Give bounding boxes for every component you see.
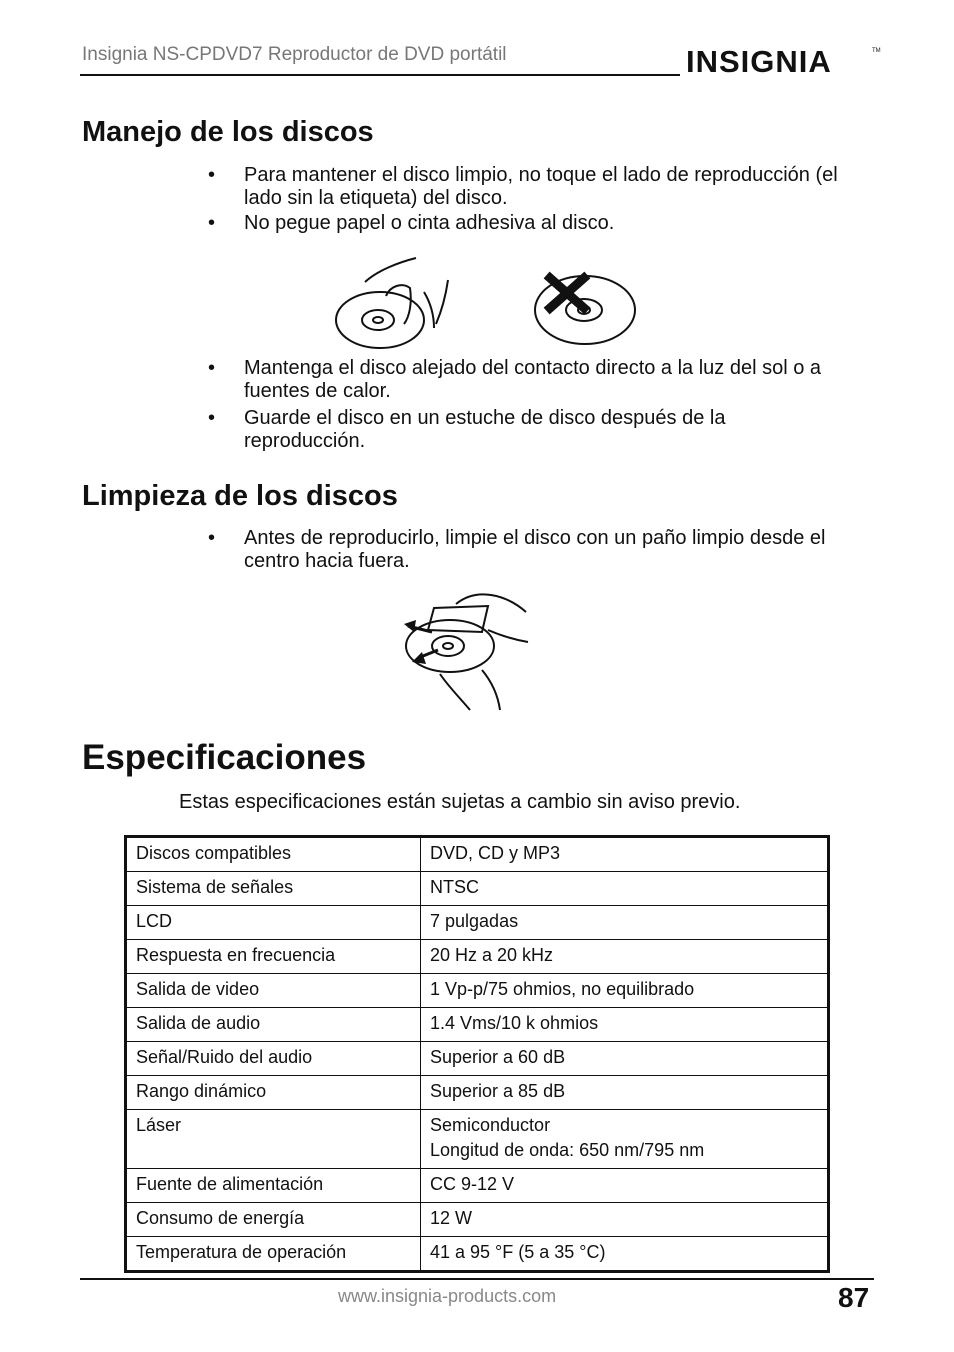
bullet-item	[208, 212, 848, 235]
spec-value-line: 20 Hz a 20 kHz	[430, 945, 554, 965]
header-title: Insignia NS-CPDVD7 Reproductor de DVD portátil	[82, 44, 507, 65]
table-row	[126, 1076, 829, 1110]
specs-table-body	[126, 837, 829, 1272]
spec-label: Señal/Ruido del audio	[126, 1042, 421, 1076]
spec-value-line: 7 pulgadas	[430, 911, 519, 931]
table-row	[126, 1237, 829, 1272]
disc-held-by-edge-illustration	[336, 258, 448, 348]
arrow-head-icon	[404, 620, 416, 632]
table-row	[126, 872, 829, 906]
spec-label: Salida de audio	[126, 1008, 421, 1042]
bullet-dot: •	[208, 212, 216, 234]
bullet-dot: •	[208, 407, 216, 429]
bullet-item	[208, 357, 848, 403]
bullet-dot: •	[208, 527, 216, 549]
bullet-text: Para mantener el disco limpio, no toque el lado de reproducción (el lado sin la etiqueta) del disco.	[244, 164, 838, 209]
bullet-dot: •	[208, 164, 216, 186]
spec-label: Respuesta en frecuencia	[126, 940, 421, 974]
spec-value	[421, 872, 829, 906]
table-row	[126, 1042, 829, 1076]
spec-value	[421, 837, 829, 872]
footer-rule	[80, 1278, 874, 1280]
spec-value-line: 1 Vp-p/75 ohmios, no equilibrado	[430, 979, 695, 999]
spec-value-line: Superior a 85 dB	[430, 1081, 566, 1101]
spec-value	[421, 1237, 829, 1272]
disc-crossed-out-illustration	[535, 276, 635, 344]
table-row	[126, 1203, 829, 1237]
spec-value-line: 41 a 95 °F (5 a 35 °C)	[430, 1242, 606, 1262]
spec-label: Fuente de alimentación	[126, 1169, 421, 1203]
insignia-logo	[686, 44, 881, 86]
section-title-specs: Especificaciones	[82, 738, 367, 777]
spec-label: Rango dinámico	[126, 1076, 421, 1110]
spec-label: Discos compatibles	[126, 837, 421, 872]
spec-value	[421, 974, 829, 1008]
logo-tm: TM	[872, 48, 881, 54]
spec-value	[421, 906, 829, 940]
bullet-item	[208, 407, 848, 453]
spec-value-line: NTSC	[430, 877, 479, 897]
arrow-head-icon	[412, 652, 426, 664]
spec-label: Sistema de señales	[126, 872, 421, 906]
spec-value	[421, 1169, 829, 1203]
bullet-dot: •	[208, 357, 216, 379]
table-row	[126, 1169, 829, 1203]
spec-label: Salida de video	[126, 974, 421, 1008]
spec-label: Láser	[126, 1110, 421, 1169]
table-row	[126, 1008, 829, 1042]
bullet-item	[208, 164, 848, 210]
spec-value	[421, 1042, 829, 1076]
spec-value	[421, 1110, 829, 1169]
table-row	[126, 1110, 829, 1169]
bullet-item	[208, 527, 848, 573]
bullet-text: Guarde el disco en un estuche de disco después de la reproducción.	[244, 407, 726, 452]
table-row	[126, 974, 829, 1008]
footer-url: www.insignia-products.com	[338, 1286, 557, 1306]
spec-value-line: 1.4 Vms/10 k ohmios	[430, 1013, 599, 1033]
spec-value	[421, 1008, 829, 1042]
logo-text: INSIGNIA	[686, 44, 832, 79]
disc-cleaning-illustration	[398, 586, 538, 714]
table-row	[126, 837, 829, 872]
spec-label: Temperatura de operación	[126, 1237, 421, 1272]
spec-value	[421, 1076, 829, 1110]
specs-intro: Estas especificaciones están sujetas a cambio sin aviso previo.	[179, 791, 741, 813]
header-rule	[80, 74, 680, 76]
bullet-text: No pegue papel o cinta adhesiva al disco.	[244, 212, 615, 234]
spec-value-line: Superior a 60 dB	[430, 1047, 566, 1067]
bullet-text: Antes de reproducirlo, limpie el disco con un paño limpio desde el centro hacia fuera.	[244, 527, 826, 572]
spec-value	[421, 940, 829, 974]
spec-value	[421, 1203, 829, 1237]
spec-label: LCD	[126, 906, 421, 940]
page-number: 87	[838, 1282, 870, 1313]
section-title-cleaning: Limpieza de los discos	[82, 480, 398, 512]
bullet-text: Mantenga el disco alejado del contacto directo a la luz del sol o a fuentes de calor.	[244, 357, 822, 402]
disc-handling-illustration	[330, 252, 650, 352]
spec-value-line: CC 9-12 V	[430, 1174, 515, 1194]
spec-value-line: Semiconductor	[430, 1115, 551, 1135]
spec-label: Consumo de energía	[126, 1203, 421, 1237]
section-title-handling: Manejo de los discos	[82, 116, 374, 148]
table-row	[126, 906, 829, 940]
spec-value-line: Longitud de onda: 650 nm/795 nm	[430, 1140, 705, 1160]
spec-value-line: 12 W	[430, 1208, 473, 1228]
spec-value-line: DVD, CD y MP3	[430, 843, 561, 863]
specs-table	[124, 835, 830, 1273]
table-row	[126, 940, 829, 974]
